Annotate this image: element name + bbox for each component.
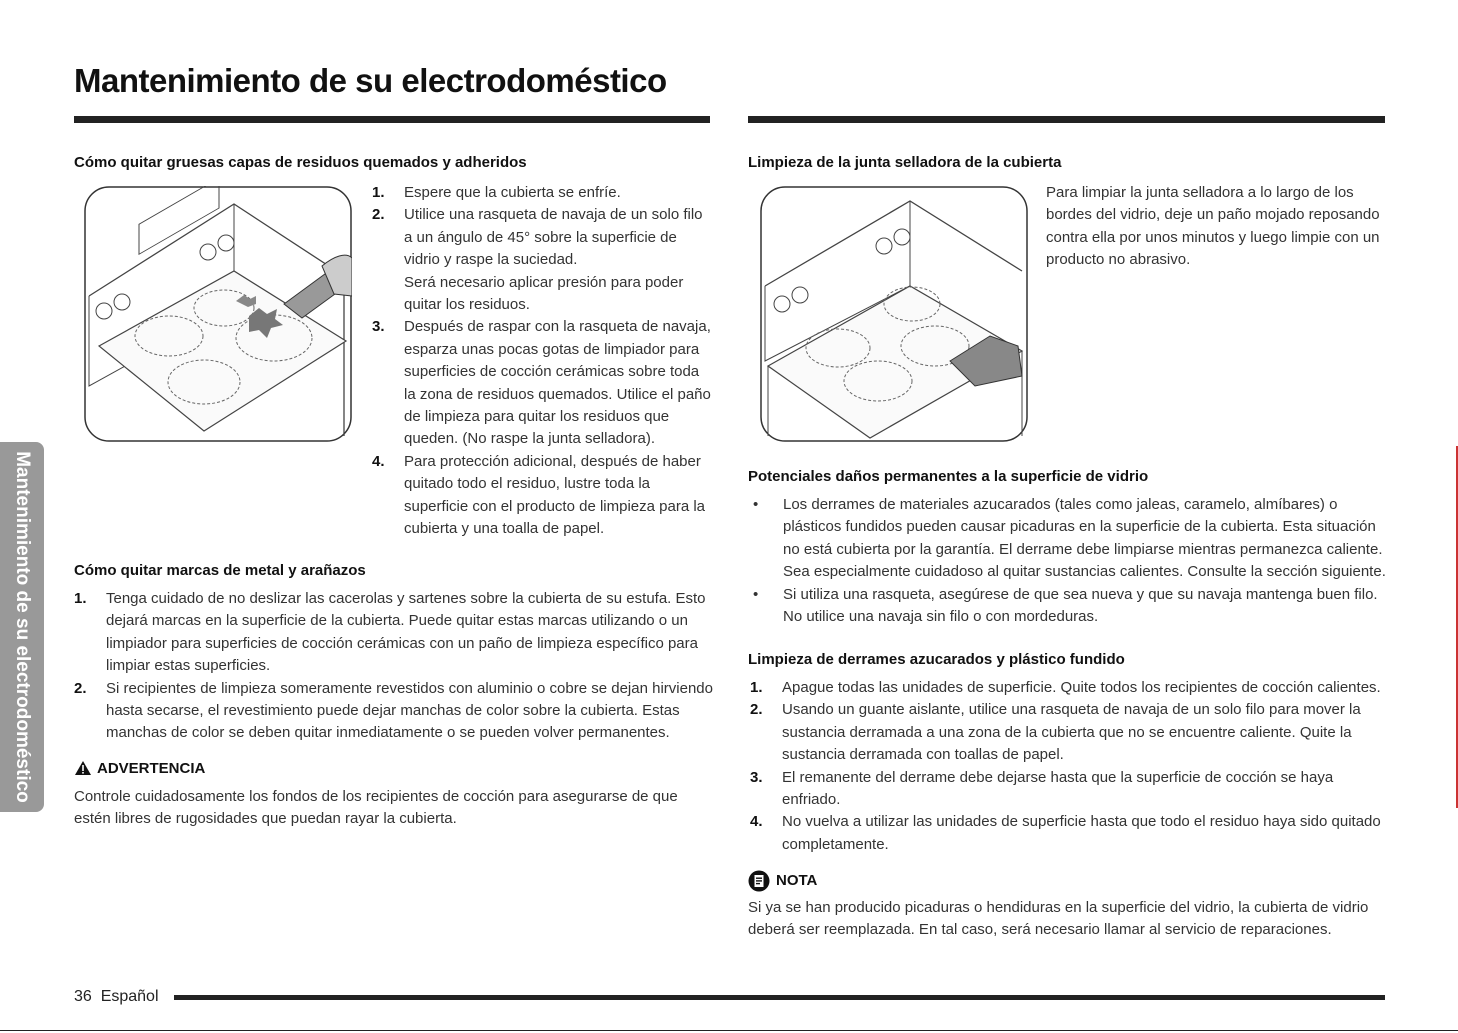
seal-cleaning-text: Para limpiar la junta selladora a lo largo de los bordes del vidrio, deje un paño mojado reposando contra ella por unos minutos y luego limpie con un producto no abrasivo. <box>1046 184 1380 269</box>
list-item <box>750 767 1386 812</box>
side-tab-label: Mantenimiento de su electrodoméstico <box>12 451 33 803</box>
title-rule-right <box>748 116 1385 123</box>
bullet-text: Si utiliza una rasqueta, asegúrese de que sea nueva y que su navaja mantenga buen filo. No utilice una navaja sin filo o con mordeduras. <box>783 585 1378 626</box>
step-text: Si recipientes de limpieza someramente revestidos con aluminio o cobre se dejan hirviendo hasta secarse, el revestimiento puede dejar manchas de color sobre la cubierta. Estas manchas de color se deben quitar inmediatamente o se pueden volver permanentes. <box>106 679 713 742</box>
note-text: Si ya se han producido picaduras o hendiduras en la superficie del vidrio, la cubierta de vidrio deberá ser reemplazada. En tal caso, será necesario llamar al servicio de reparaciones. <box>748 899 1369 939</box>
footer-rule <box>174 995 1385 1000</box>
step-number: 2. <box>750 701 763 719</box>
list-item <box>372 182 712 204</box>
bullets-permanent-damage <box>750 494 1386 628</box>
step-text: Tenga cuidado de no deslizar las cacerolas y sartenes sobre la cubierta de su estufa. Esto dejará marcas en la superficie de la cubierta. Puede quitar estas marcas utilizando o un limpiador para superficies de cocción cerámicas con un paño de limpieza específico para limpiar estas superficies. <box>106 590 706 675</box>
bottom-edge-line <box>0 1030 1458 1031</box>
steps-burned-residue <box>372 182 712 541</box>
step-number: 4. <box>750 813 763 831</box>
list-item <box>750 494 1386 584</box>
section-heading-permanent-damage: Potenciales daños permanentes a la superficie de vidrio <box>748 468 1149 485</box>
step-number: 3. <box>750 768 763 786</box>
cooktop-scraper-illustration <box>84 186 352 442</box>
section-heading-burned-residue: Cómo quitar gruesas capas de residuos quemados y adheridos <box>74 154 527 171</box>
step-number: 1. <box>74 590 87 607</box>
warning-triangle-icon <box>74 760 92 776</box>
step-text: Utilice una rasqueta de navaja de un solo filo a un ángulo de 45° sobre la superficie de vidrio y raspe la suciedad. <box>404 206 703 269</box>
step-number: 1. <box>750 679 763 696</box>
warning-text: Controle cuidadosamente los fondos de los recipientes de cocción para asegurarse de que estén libres de rugosidades que puedan rayar la cubierta. <box>74 788 678 828</box>
bullet-text: Los derrames de materiales azucarados (tales como jaleas, caramelo, almíbares) o plásticos fundidos pueden causar picaduras en la superficie de la cubierta. Esta situación no está cubierta por la garantía. El derrame debe limpiarse mientras permanezca caliente. Sea especialmente cuidadoso al quitar sustancias calientes. Consulte la sección siguiente. <box>783 496 1386 581</box>
step-text: El remanente del derrame debe dejarse hasta que la superficie de cocción se haya enfriado. <box>782 768 1334 809</box>
step-number: 2. <box>74 679 87 697</box>
step-text: Para protección adicional, después de haber quitado todo el residuo, lustre toda la superficie con el producto de limpieza para la cubierta y una toalla de papel. <box>404 452 706 538</box>
step-text: Después de raspar con la rasqueta de navaja, esparza unas pocas gotas de limpiador para superficies de cocción cerámicas sobre toda la zona de residuos quemados. Utilice el paño de limpieza para quitar los residuos que queden. (No raspe la junta selladora). <box>404 318 711 448</box>
list-item <box>750 811 1386 856</box>
cooktop-cloth-illustration <box>760 186 1028 442</box>
section-heading-sugary-spills: Limpieza de derrames azucarados y plástico fundido <box>748 651 1125 668</box>
page-number: 36 <box>74 988 92 1005</box>
page-title: Mantenimiento de su electrodoméstico <box>74 62 667 99</box>
page-footer <box>74 988 159 1006</box>
note-label: NOTA <box>776 872 818 889</box>
step-text: Espere que la cubierta se enfríe. <box>404 184 621 201</box>
list-item <box>74 588 716 678</box>
step-number: 3. <box>372 318 385 336</box>
step-number: 2. <box>372 206 385 224</box>
bullet-dot: • <box>753 585 759 603</box>
list-item <box>750 677 1386 699</box>
step-text: Apague todas las unidades de superficie. Quite todos los recipientes de cocción calientes. <box>782 679 1381 696</box>
step-extra-text: Será necesario aplicar presión para poder quitar los residuos. <box>404 273 684 314</box>
step-text: No vuelva a utilizar las unidades de superficie hasta que todo el residuo haya sido quitado completamente. <box>782 813 1381 853</box>
list-item <box>372 204 712 316</box>
list-item <box>750 584 1386 629</box>
step-number: 1. <box>372 184 385 201</box>
side-tab <box>0 442 44 812</box>
step-text: Usando un guante aislante, utilice una rasqueta de navaja de un solo filo para mover la sustancia derramada a una zona de la cubierta que no se encuentre caliente. Quite la sustancia derramada con toallas de papel. <box>782 701 1361 764</box>
list-item <box>372 316 712 450</box>
list-item <box>74 678 716 745</box>
warning-label: ADVERTENCIA <box>97 760 206 777</box>
steps-metal-marks <box>74 588 716 745</box>
list-item <box>750 699 1386 766</box>
steps-sugary-spills <box>750 677 1386 856</box>
note-icon <box>748 870 770 892</box>
bullet-dot: • <box>753 496 759 513</box>
section-heading-metal-marks: Cómo quitar marcas de metal y arañazos <box>74 562 366 579</box>
section-heading-seal-cleaning: Limpieza de la junta selladora de la cubierta <box>748 154 1062 171</box>
title-rule-left <box>74 116 710 123</box>
list-item <box>372 451 712 541</box>
step-number: 4. <box>372 452 385 470</box>
footer-language: Español <box>100 988 159 1005</box>
